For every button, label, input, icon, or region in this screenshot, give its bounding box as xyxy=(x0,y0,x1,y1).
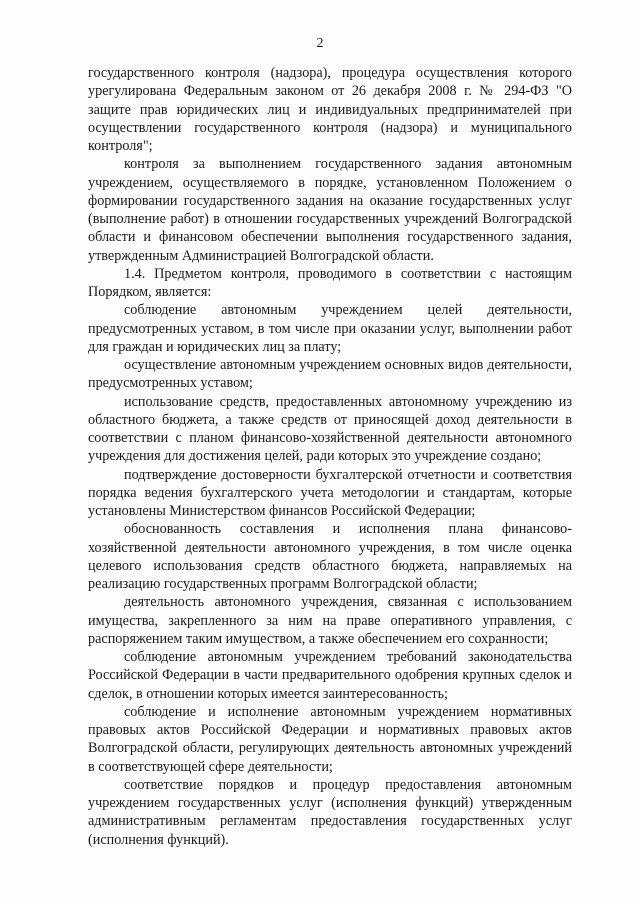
document-body xyxy=(88,64,572,849)
paragraph-1: государственного контроля (надзора), процедура осуществления которого урегулирована Федеральным законом от 26 декабря 2008 г. № 294-ФЗ "О защите прав юридических лиц и индивидуальных предпринимателей при осуществлении государственного контроля (надзора) и муниципального контроля"; xyxy=(88,65,572,154)
paragraph-2: контроля за выполнением государственного задания автономным учреждением, осуществляемого в порядке, установленном Положением о формировании государственного задания на оказание государственных услуг (выполнение работ) в отношении государственных учреждений Волгоградской области и финансовом обеспечении выполнения государственного задания, утвержденным Администрацией Волгоградской области. xyxy=(88,156,572,264)
paragraph-5: осуществление автономным учреждением основных видов деятельности, предусмотренных уставом; xyxy=(88,357,572,392)
paragraph-6: использование средств, предоставленных автономному учреждению из областного бюджета, а также средств от приносящей доход деятельности в соответствии с планом финансово-хозяйственной деятельности автономного учреждения для достижения целей, ради которых это учреждение создано; xyxy=(88,393,572,465)
paragraph-3: 1.4. Предметом контроля, проводимого в соответствии с настоящим Порядком, является: xyxy=(88,265,572,300)
page-number: 2 xyxy=(316,36,324,51)
paragraph-10: соблюдение автономным учреждением требований законодательства Российской Федерации в части предварительного одобрения крупных сделок и сделок, в отношении которых имеется заинтересованность; xyxy=(88,649,572,702)
paragraph-11: соблюдение и исполнение автономным учреждением нормативных правовых актов Российской Федерации и нормативных правовых актов Волгоградской области, регулирующих деятельность автономных учреждений в соответствующей сфере деятельности; xyxy=(88,703,572,775)
paragraph-9: деятельность автономного учреждения, связанная с использованием имущества, закрепленного за ним на праве оперативного управления, с распоряжением таким имуществом, а также обеспечением его сохранности; xyxy=(88,594,572,647)
paragraph-8: обоснованность составления и исполнения плана финансово-хозяйственной деятельности автономного учреждения, в том числе оценка целевого использования средств областного бюджета, направляемых на реализацию государственных программ Волгоградской области; xyxy=(88,521,572,592)
paragraph-7: подтверждение достоверности бухгалтерской отчетности и соответствия порядка ведения бухгалтерского учета методологии и стандартам, которые установлены Министерством финансов Российской Федерации; xyxy=(88,466,572,519)
paragraph-4: соблюдение автономным учреждением целей деятельности, предусмотренных уставом, в том числе при оказании услуг, выполнении работ для граждан и юридических лиц за плату; xyxy=(88,302,572,355)
paragraph-12: соответствие порядков и процедур предоставления автономным учреждением государственных услуг (исполнения функций) утвержденным административным регламентам предоставления государственных услуг (исполнения функций). xyxy=(88,776,572,848)
